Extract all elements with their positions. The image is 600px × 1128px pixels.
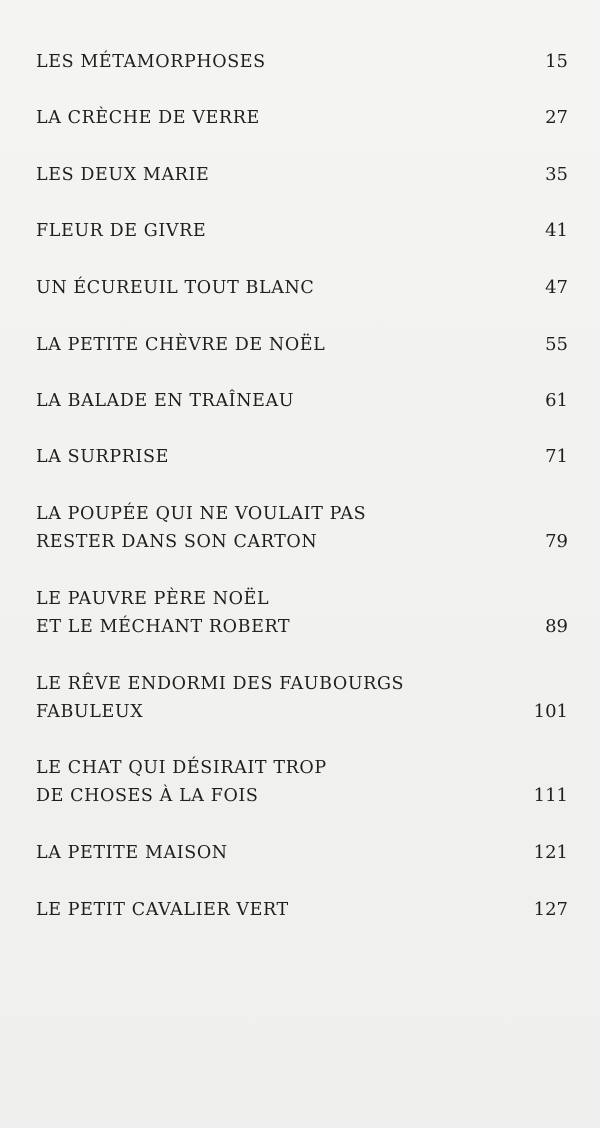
toc-entry-title-continued: DE CHOSES À LA FOIS bbox=[36, 786, 259, 806]
toc-entry-page-number: 15 bbox=[545, 51, 568, 72]
toc-entry bbox=[36, 839, 568, 867]
toc-entry-title: LES DEUX MARIE bbox=[36, 165, 210, 185]
toc-entry-title-continued: FABULEUX bbox=[36, 702, 144, 722]
toc-entry-page-number: 55 bbox=[545, 334, 568, 355]
toc-entry bbox=[36, 896, 568, 924]
toc-entry bbox=[36, 754, 568, 810]
toc-entry-page-number: 101 bbox=[533, 701, 568, 722]
toc-entry-page-number: 121 bbox=[533, 842, 568, 863]
toc-entry-title: LES MÉTAMORPHOSES bbox=[36, 52, 266, 72]
toc-entry bbox=[36, 104, 568, 132]
toc-entry bbox=[36, 585, 568, 641]
toc-entry bbox=[36, 274, 568, 302]
toc-entry bbox=[36, 670, 568, 726]
toc-entry-title: LE RÊVE ENDORMI DES FAUBOURGS bbox=[36, 674, 405, 694]
toc-entry-page-number: 71 bbox=[545, 446, 568, 467]
toc-entry-title: LA PETITE CHÈVRE DE NOËL bbox=[36, 335, 326, 355]
toc-entry-title-continued: RESTER DANS SON CARTON bbox=[36, 532, 318, 552]
toc-entry-page-number: 41 bbox=[545, 220, 568, 241]
toc-entry-title-continued: ET LE MÉCHANT ROBERT bbox=[36, 617, 291, 637]
toc-entry-page-number: 47 bbox=[545, 277, 568, 298]
toc-entry bbox=[36, 331, 568, 359]
toc-entry bbox=[36, 387, 568, 415]
toc-entry-title: UN ÉCUREUIL TOUT BLANC bbox=[36, 278, 315, 298]
toc-entry-title: LE PETIT CAVALIER VERT bbox=[36, 900, 289, 920]
toc-entry-title: LA SURPRISE bbox=[36, 447, 169, 467]
toc-entry-page-number: 111 bbox=[533, 785, 568, 806]
toc-entry-title: LE PAUVRE PÈRE NOËL bbox=[36, 589, 270, 609]
toc-entry-title: LA CRÈCHE DE VERRE bbox=[36, 108, 260, 128]
toc-entry bbox=[36, 48, 568, 76]
toc-entry-page-number: 127 bbox=[533, 899, 568, 920]
toc-entry-page-number: 35 bbox=[545, 164, 568, 185]
toc-entry-title: LA PETITE MAISON bbox=[36, 843, 228, 863]
toc-entry-title: FLEUR DE GIVRE bbox=[36, 221, 207, 241]
toc-entry bbox=[36, 161, 568, 189]
toc-entry-page-number: 61 bbox=[545, 390, 568, 411]
toc-entry-title: LA POUPÉE QUI NE VOULAIT PAS bbox=[36, 504, 367, 524]
toc-entry bbox=[36, 443, 568, 471]
toc-entry-page-number: 89 bbox=[545, 616, 568, 637]
toc-entry bbox=[36, 500, 568, 556]
toc-entry-page-number: 79 bbox=[545, 531, 568, 552]
toc-entry-title: LE CHAT QUI DÉSIRAIT TROP bbox=[36, 758, 327, 778]
toc-entry-title: LA BALADE EN TRAÎNEAU bbox=[36, 391, 295, 411]
toc-entry-page-number: 27 bbox=[545, 107, 568, 128]
toc-entry bbox=[36, 217, 568, 245]
